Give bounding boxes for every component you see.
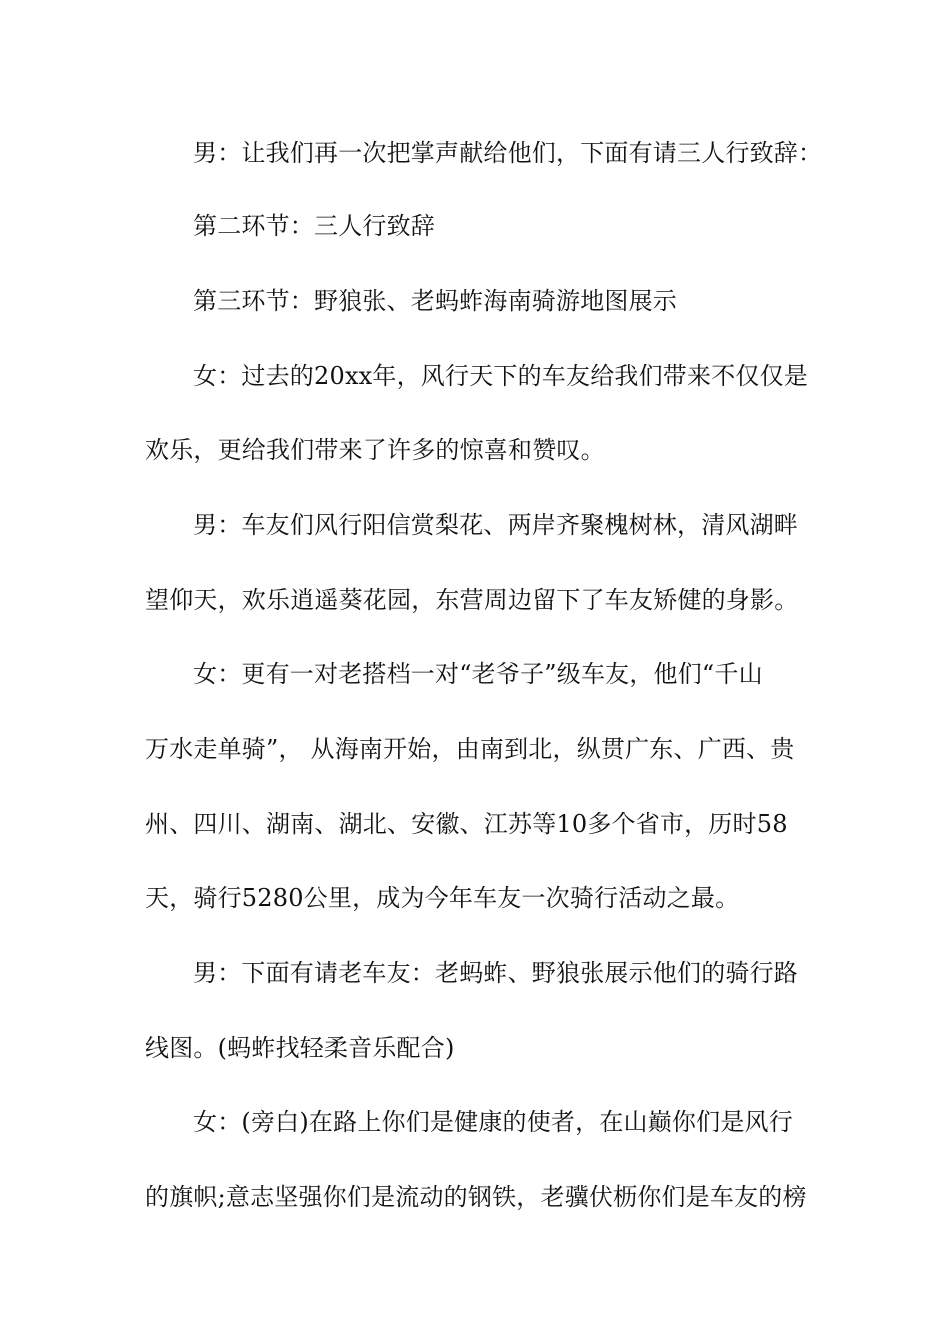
text-line: 男：下面有请老车友：老蚂蚱、野狼张展示他们的骑行路	[193, 959, 798, 987]
text-line: 线图。(蚂蚱找轻柔音乐配合)	[145, 1034, 455, 1062]
text-line: 万水走单骑”， 从海南开始，由南到北，纵贯广东、广西、贵	[145, 735, 795, 763]
text-line: 女：(旁白)在路上你们是健康的使者，在山巅你们是风行	[193, 1108, 793, 1136]
text-line: 第三环节：野狼张、老蚂蚱海南骑游地图展示	[193, 287, 677, 315]
text-line: 欢乐，更给我们带来了许多的惊喜和赞叹。	[145, 436, 605, 464]
text-line: 州、四川、湖南、湖北、安徽、江苏等10多个省市，历时58	[145, 810, 788, 838]
text-line: 望仰天，欢乐逍遥葵花园，东营周边留下了车友矫健的身影。	[145, 586, 799, 614]
text-line: 天，骑行5280公里，成为今年车友一次骑行活动之最。	[145, 884, 740, 912]
text-line: 女：过去的20xx年，风行天下的车友给我们带来不仅仅是	[193, 362, 809, 390]
text-line: 女：更有一对老搭档一对“老爷子”级车友，他们“千山	[193, 660, 763, 688]
text-line: 的旗帜;意志坚强你们是流动的钢铁，老骥伏枥你们是车友的榜	[145, 1183, 807, 1211]
text-line: 男：车友们风行阳信赏梨花、两岸齐聚槐树林，清风湖畔	[193, 511, 798, 539]
text-line: 男：让我们再一次把掌声献给他们，下面有请三人行致辞：	[193, 139, 823, 167]
text-line: 第二环节：三人行致辞	[193, 212, 435, 240]
